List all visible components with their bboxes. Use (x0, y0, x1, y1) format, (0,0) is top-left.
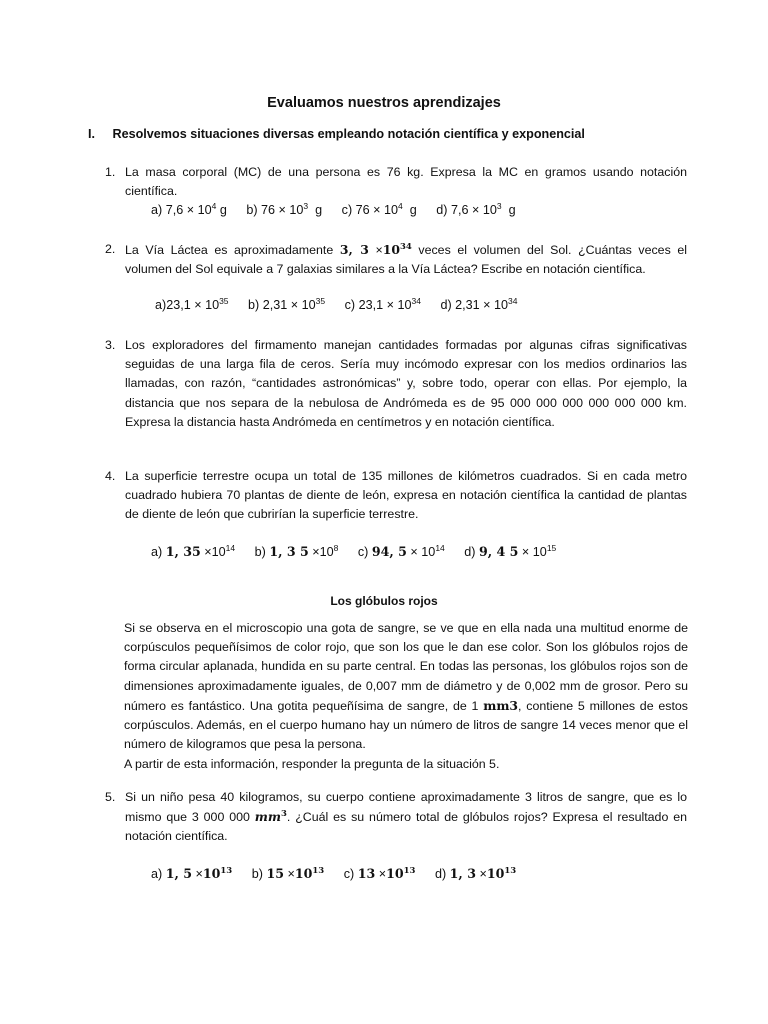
question-text: La masa corporal (MC) de una persona es 76 kg. Expresa la MC en gramos usando notación científica. (125, 165, 687, 199)
option-d: d) $2,31 \times 10^{34}$ (440, 296, 518, 312)
option-c: c) $76 \times 10^4$ g (341, 201, 417, 217)
option-b: b) $2,31 \times 10^{35}$ (248, 296, 326, 312)
section-title: Resolvemos situaciones diversas empleando notación científica y exponencial (112, 127, 585, 141)
section-number: I. (88, 127, 95, 141)
question-text: La Vía Láctea es aproximadamente 3, $3 \times 10^{34}$ veces el volumen del Sol. ¿Cuántas veces el volumen del Sol equivale a 7 galaxias similares a la Vía Láctea? Escribe en notación científica. (125, 242, 688, 277)
question-4-options (151, 542, 572, 563)
question-number: 5. (105, 790, 116, 804)
question-text: Si un niño pesa 40 kilogramos, su cuerpo contiene aproximadamente 3 litros de sangre, que es lo mismo que 3 000 000 $mm^3$. ¿Cuál es su número total de glóbulos rojos? Expresa el resultado en notación científica. (125, 790, 687, 844)
reading-passage (124, 619, 688, 774)
option-c: c) 94, $5 \times 10^{14}$ (357, 543, 445, 559)
option-d: d) 1, $3 \times 10^{13}$ (434, 866, 517, 881)
option-c: c) $13 \times 10^{13}$ (343, 866, 416, 881)
option-d: d) 9, 4 $5 \times 10^{15}$ (464, 543, 557, 559)
question-text: La superficie terrestre ocupa un total de 135 millones de kilómetros cuadrados. Si en cada metro cuadrado hubiera 70 plantas de diente de león, expresa en notación científica la cantidad de plantas de diente de león que cubrirían la superficie terrestre. (125, 469, 687, 522)
question-number: 2. (105, 242, 116, 256)
question-2-options (155, 296, 533, 316)
option-a: a) 1, $35 \times 10^{14}$ (151, 543, 236, 559)
option-d: d) $7,6 \times 10^3$ g (436, 201, 516, 217)
question-number: 4. (105, 469, 116, 483)
option-b: b) $15 \times 10^{13}$ (251, 866, 325, 881)
question-text: Los exploradores del firmamento manejan cantidades formadas por algunas cifras significativas seguidas de una larga fila de ceros. Sería muy incómodo expresar con los medios ordinarios las llamadas, con razón, “cantidades astronómicas” y, sobre todo, operar con ellas. Por ejemplo, la distancia que nos separa de la nebulosa de Andrómeda es de 95 000 000 000 000 000 000 km. Expresa la distancia hasta Andrómeda en centímetros y en notación científica. (125, 338, 687, 429)
section-heading (88, 125, 585, 145)
option-c: c) $23,1 \times 10^{34}$ (344, 296, 421, 312)
option-b: b) $76 \times 10^3$ g (246, 201, 323, 217)
reading-heading: Los glóbulos rojos (330, 594, 438, 608)
question-1-options (151, 201, 532, 221)
question-number: 1. (105, 165, 116, 179)
option-a: a) 1, $5 \times 10^{13}$ (151, 866, 233, 881)
question-1 (105, 163, 687, 201)
question-3 (105, 336, 687, 432)
question-5-options (151, 864, 532, 885)
option-b: b) 1, 3 $5 \times 10^8$ (254, 543, 339, 559)
question-2 (105, 240, 687, 279)
question-4 (105, 467, 687, 525)
reading-closing: A partir de esta información, responder la pregunta de la situación 5. (124, 756, 500, 771)
option-a: $a)23,1 \times 10^{35}$ (155, 296, 229, 312)
question-5 (105, 788, 687, 847)
question-number: 3. (105, 338, 116, 352)
page-title: Evaluamos nuestros aprendizajes (267, 95, 501, 111)
option-a: a) $7,6 \times 10^4$ g (151, 201, 227, 217)
reading-body: Si se observa en el microscopio una gota de sangre, se ve que en ella nada una multitud enorme de corpúsculos pequeñísimos de color rojo, que son los que le dan ese color. Son los glóbulos rojos de forma circular aplanada, hundida en su parte central. En todas las personas, los glóbulos rojos son de dimensiones aproximadamente iguales, de 0,007 mm de diámetro y de 0,002 mm de grosor. Pero su número es fantástico. Una gotita pequeñísima de sangre, de 1 mm3, contiene 5 millones de estos corpúsculos. Además, en el cuerpo humano hay un número de litros de sangre 14 veces menor que el número de kilogramos que pesa la persona. (124, 621, 688, 752)
